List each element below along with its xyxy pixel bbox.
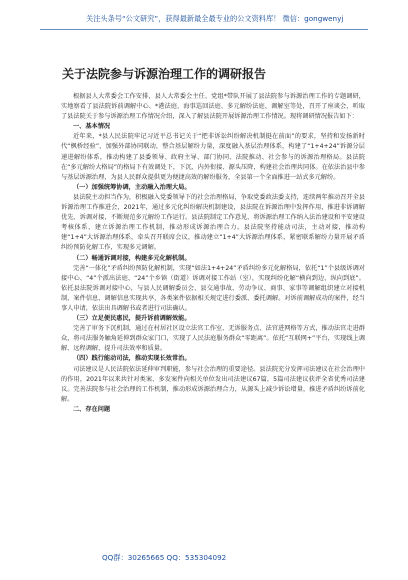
promo-banner: [0, 0, 408, 40]
banner-divider: [40, 29, 368, 30]
section-basic-paragraph: 近年来，*县人民法院牢记习近平总书记关于“把非诉讼纠纷解决机制挺在前面”的要求，坚持和发扬新时代“枫桥经验”，加强外部协同联动，整合基层解纷力量，深度融入基层治理体系，构建了“1+4+24”诉源分层递进解纷体系，推动构建了县委领导、政府主导、部门协同、法院推动、社会参与的诉源治理格局。县法院在“多元解纷大格局”的格局下有效调处下，下沉、内外衔接、源头压降，构建社会治理共同体。在依法治县中参与基层诉源治理，为县人民群众提供更为便捷高效的解纷服务，全县第一个全面推进一站式多元解纷。: [61, 133, 365, 181]
section-heading-mediation: （二）畅通诉调对接，构建多元化解机制。: [73, 254, 191, 262]
footer-contact-bar: [0, 548, 408, 580]
section-judicial-paragraph: 司法建议是人民法院依法延伸审判职能，参与社会治理的重要途径。县法院充分发挥司法建议在社会治理中的作用，2021年以来共针对类案、多发案件向相关单位发出司法建议67篇，5篇司法建议获评全省优秀司法建议。完善法院参与社会治理的工作机制，推动形成诉源治理合力，从源头上减少诉讼增量，推进矛盾纠纷诉前化解。: [61, 365, 365, 403]
document-body: [61, 92, 365, 415]
section-convenience-paragraph: 完善了审务下沉机制，通过在村居社区设立法官工作室、无诉服务点、法官进网格等方式，推动法官走进群众，将司法服务触角延伸到群众家门口，实现了人民法庭服务群众“零距离”。依托“互联网+”平台，实现线上调解、远程调解，提升司法效率和质量。: [61, 325, 365, 353]
promo-banner-text: 关注头条号“公文研究”，获得最新最全最专业的公文资料库！ 微信：gongwenyj: [86, 14, 344, 23]
section-heading-coordination: （一）加强统筹协调，主动融入治理大局。: [73, 183, 191, 191]
section-heading-problems: 二、存在问题: [73, 405, 111, 413]
footer-contact-text: QQ群：30265665 QQ：535304092: [102, 553, 227, 562]
section-heading-judicial: （四）践行能动司法，推动实现长效常治。: [73, 355, 191, 363]
section-heading-basic: 一、基本情况: [73, 123, 111, 131]
section-heading-convenience: （三）立足便民惠民，提升诉前调解效能。: [73, 315, 191, 323]
section-coordination-paragraph: 县法院主动担当作为，积极融入党委领导下的社会治理格局，争取党委政法委支持，连续两年推动召开全县诉源治理工作推进会，2021年，通过多元化纠纷解决机制建设，县法院在诉源治理中发挥作用，推进非诉调解优先、诉调对接，不断规范多元解纷工作运行。县法院制定工作意见，将诉源治理工作纳入法治建设和平安建设考核体系，建立诉源治理工作机制，推动形成诉源治理合力。县法院坚持能动司法，主动对接，推动构建“1+4”大诉源治理体系，牵头召开联席会议，推动建立“1+4”大诉源治理体系，紧密联系解纷力量开展矛盾纠纷预防化解工作，实现多元调解。: [61, 193, 365, 252]
intro-paragraph: 根据县人大常委会工作安排，县人大常委会主任、党组*带队开展了县法院参与诉源治理工作的专题调研，实地察看了县法院诉前调解中心、*港法庭、海事巡回法庭、多元解纷法庭、调解室等处，召开了座谈会，听取了县法院关于参与诉源治理工作情况介绍，深入了解县法院开展诉源治理工作情况。现将调研情况报告如下：: [61, 93, 365, 121]
section-mediation-paragraph: 完善“一体化”矛盾纠纷预防化解机制，实现“如法1+4+24”矛盾纠纷多元化解格局，依托“1”个县级诉调对接中心、“4”个派出法庭、“24”个乡镇（街道）诉调对接工作站（室），实现纠纷化解“横向到边、纵向到底”。依托县法院诉调对接中心，与县人民调解委员会、县交通事故、劳动争议、商事、家事等调解组织建立对接机制，案件信息、调解信息实现共享，各类案件依据相关规定进行委派、委托调解。对诉前调解成功的案件，经当事人申请，依法出具调解书或者进行司法确认。: [61, 264, 365, 312]
document-title: 关于法院参与诉源治理工作的调研报告: [62, 67, 267, 81]
